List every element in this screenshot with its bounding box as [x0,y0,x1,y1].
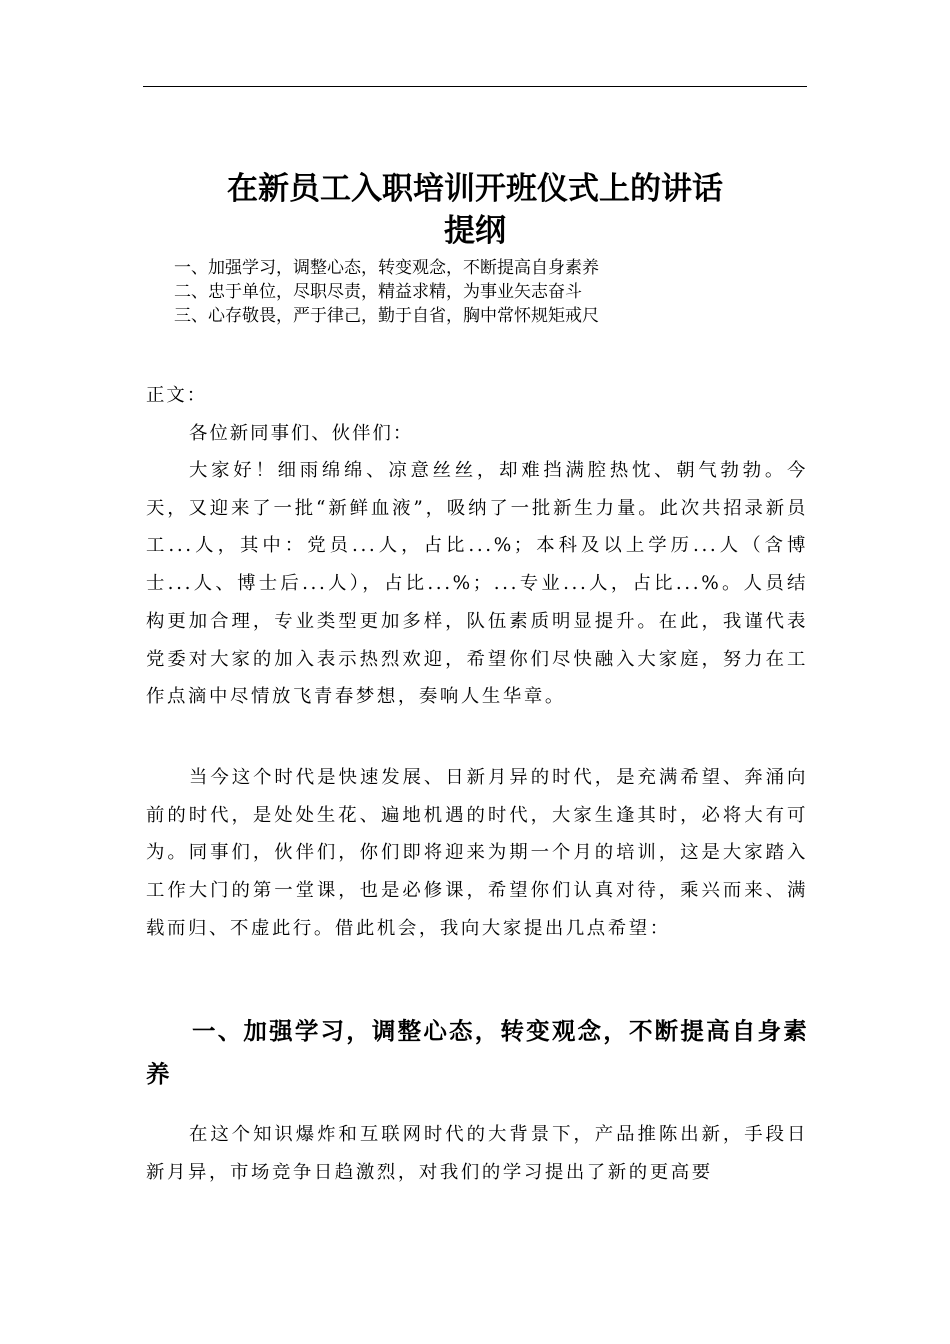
salutation: 各位新同事们、伙伴们： [189,423,414,444]
document-subtitle: 提纲 [444,213,506,249]
outline-list [174,256,794,328]
outline-item-3: 三、心存敬畏，严于律己，勤于自省，胸中常怀规矩戒尺 [174,306,599,326]
section-heading-1: 一、加强学习，调整心态，转变观念，不断提高自身素养 [146,1017,808,1088]
paragraph-era: 当今这个时代是快速发展、日新月异的时代，是充满希望、奔涌向前的时代，是处处生花、遍地机遇的时代，大家生逢其时，必将大有可为。同事们，伙伴们，你们即将迎来为期一个月的培训，这是大家踏入工作大门的第一堂课，也是必修课，希望你们认真对待，乘兴而来、满载而归、不虚此行。借此机会，我向大家提出几点希望： [146,767,808,939]
outline-item-2: 二、忠于单位，尽职尽责，精益求精，为事业矢志奋斗 [174,282,582,302]
body-label: 正文： [146,385,208,406]
paragraph-section-1: 在这个知识爆炸和互联网时代的大背景下，产品推陈出新，手段日新月异，市场竞争日趋激烈，对我们的学习提出了新的更高要 [146,1124,808,1183]
outline-item-1: 一、加强学习，调整心态，转变观念，不断提高自身素养 [174,258,599,278]
header-rule [143,86,807,87]
document-title: 在新员工入职培训开班仪式上的讲话 [227,171,723,207]
paragraph-welcome: 大家好！细雨绵绵、凉意丝丝，却难挡满腔热忱、朝气勃勃。今天，又迎来了一批“新鲜血液”，吸纳了一批新生力量。此次共招录新员工...人，其中：党员...人，占比...%；本科及以上学历...人（含博士...人、博士后...人），占比...%；...专业...人，占比...%。人员结构更加合理，专业类型更加多样，队伍素质明显提升。在此，我谨代表党委对大家的加入表示热烈欢迎，希望你们尽快融入大家庭，努力在工作点滴中尽情放飞青春梦想，奏响人生华章。 [146,460,808,708]
